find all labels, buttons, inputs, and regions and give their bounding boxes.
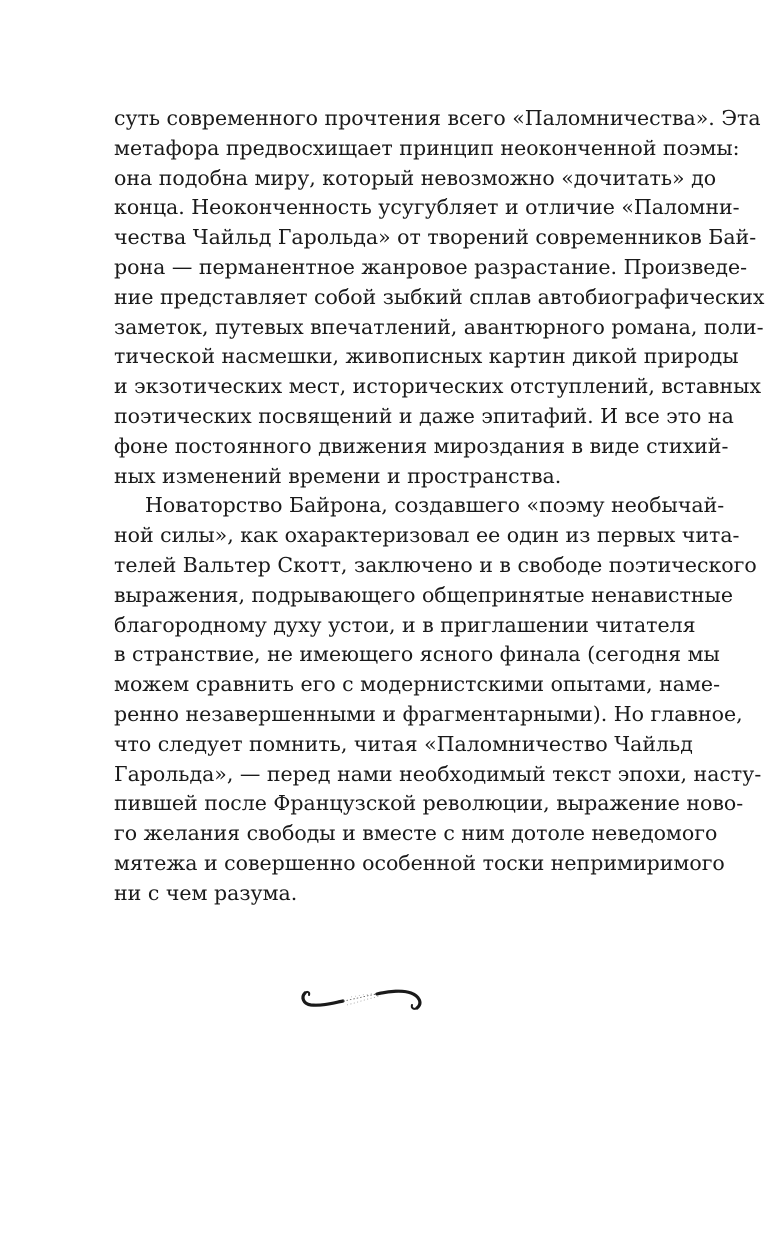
paragraph-1-line-8: заметок, путевых впечатлений, авантюрного романа, поли- — [114, 314, 764, 339]
paragraph-2-line-2: ной силы», как охарактеризовал ее один из первых чита- — [114, 523, 740, 548]
paragraph-1-line-6: рона — перманентное жанровое разрастание. Произведе- — [114, 254, 748, 279]
paragraph-1-line-2: метафора предвосхищает принцип неоконченной поэмы: — [114, 135, 740, 160]
paragraph-2-line-3: телей Вальтер Скотт, заключено и в свободе поэтического — [114, 552, 757, 577]
paragraph-1-line-11: поэтических посвящений и даже эпитафий. И все это на — [114, 403, 734, 428]
paragraph-1-line-9: тической насмешки, живописных картин дикой природы — [114, 344, 739, 369]
paragraph-2-line-1: Новаторство Байрона, создавшего «поэму необычай- — [145, 493, 725, 518]
paragraph-2-line-10: Гарольда», — перед нами необходимый текст эпохи, насту- — [114, 761, 762, 786]
paragraph-1-line-10: и экзотических мест, исторических отступлений, вставных — [114, 374, 762, 399]
decorative-swash-icon — [299, 984, 427, 1018]
paragraph-2-line-8: ренно незавершенными и фрагментарными). Но главное, — [114, 701, 743, 726]
paragraph-2-line-7: можем сравнить его с модернистскими опытами, наме- — [114, 672, 720, 697]
paragraph-2-line-6: в странствие, не имеющего ясного финала (сегодня мы — [114, 642, 720, 667]
paragraph-2-line-5: благородному духу устои, и в приглашении читателя — [114, 612, 696, 637]
paragraph-1-line-4: конца. Неоконченность усугубляет и отличие «Паломни- — [114, 195, 740, 220]
paragraph-1-line-13: ных изменений времени и пространства. — [114, 463, 562, 488]
paragraph-2-line-14: ни с чем разума. — [114, 880, 298, 905]
paragraph-1-line-1: суть современного прочтения всего «Паломничества». Эта — [114, 106, 761, 130]
paragraph-1-line-5: чества Чайльд Гарольда» от творений современников Бай- — [114, 225, 757, 250]
paragraph-2-line-13: мятежа и совершенно особенной тоски непримиримого — [114, 850, 725, 875]
paragraph-1-line-7: ние представляет собой зыбкий сплав автобиографических — [114, 284, 765, 309]
paragraph-2-line-12: го желания свободы и вместе с ним дотоле неведомого — [114, 821, 718, 846]
paragraph-2-line-9: что следует помнить, читая «Паломничество Чайльд — [114, 731, 693, 756]
paragraph-1-line-3: она подобна миру, который невозможно «дочитать» до — [114, 165, 717, 190]
paragraph-2-line-11: пившей после Французской революции, выражение ново- — [114, 791, 744, 816]
paragraph-2-line-4: выражения, подрывающего общепринятые ненавистные — [114, 582, 733, 607]
body-text — [114, 104, 765, 909]
paragraph-1-line-12: фоне постоянного движения мироздания в виде стихий- — [114, 433, 729, 458]
